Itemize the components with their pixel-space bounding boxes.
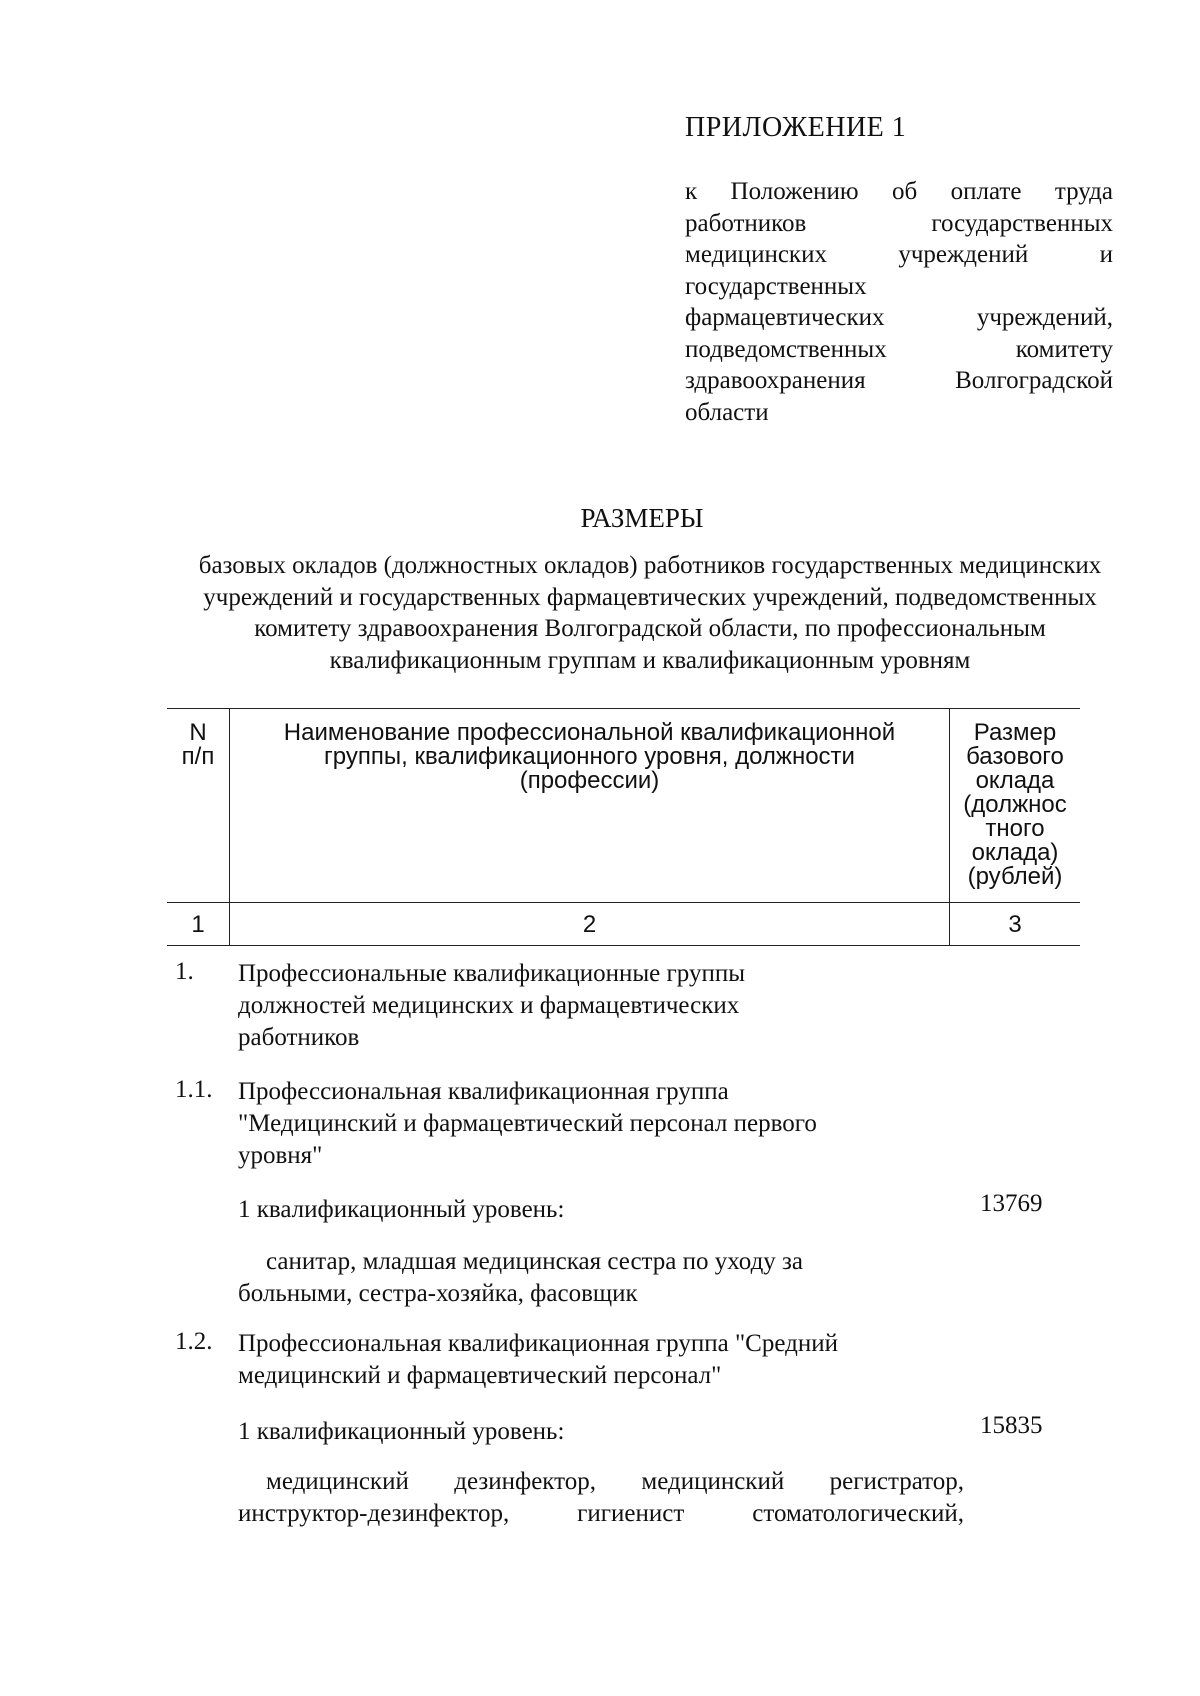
subtitle-line: комитету здравоохранения Волгоградской области, по профессиональным: [254, 615, 1046, 642]
positions-line: санитар, младшая медицинская сестра по уходу за: [266, 1248, 804, 1275]
appendix-ref-line: здравоохранения Волгоградской: [685, 367, 1113, 394]
positions-line: больными, сестра-хозяйка, фасовщик: [238, 1280, 638, 1307]
section-title: [238, 1076, 928, 1172]
header-line: N: [189, 719, 207, 746]
header-cell-name: [229, 709, 950, 902]
appendix-reference: [685, 176, 1113, 428]
document-subtitle: [150, 550, 1150, 676]
positions-line: инструктор-дезинфектор, гигиенист стоматологический,: [238, 1500, 964, 1527]
section-title-line: должностей медицинских и фармацевтических: [238, 992, 740, 1019]
section-title: [238, 958, 928, 1054]
section-number: 1.: [175, 958, 194, 985]
subtitle-line: квалификационным группам и квалификационным уровням: [329, 646, 971, 674]
positions-list: [238, 1466, 964, 1530]
table-header-row: [167, 708, 1080, 902]
appendix-ref-line: подведомственных комитету: [685, 335, 1113, 363]
appendix-ref-line: работников государственных: [685, 209, 1113, 237]
header-line: Размер: [973, 719, 1057, 746]
header-cell-salary: [950, 709, 1080, 902]
appendix-ref-line: государственных: [685, 272, 867, 300]
appendix-title: ПРИЛОЖЕНИЕ 1: [685, 112, 907, 143]
section-title-line: работников: [238, 1024, 360, 1051]
section-title-line: Профессиональная квалификационная группа: [238, 1078, 729, 1105]
appendix-ref-line: к Положению об оплате труда: [685, 178, 1113, 205]
header-line: (профессии): [519, 767, 660, 794]
column-number: 2: [229, 903, 950, 945]
salary-value: 13769: [980, 1190, 1043, 1217]
salary-table-header: [167, 708, 1080, 946]
appendix-ref-line: медицинских учреждений и: [685, 241, 1113, 268]
section-title: [238, 1328, 928, 1392]
section-title-line: Профессиональные квалификационные группы: [238, 960, 746, 987]
positions-line: медицинский дезинфектор, медицинский регистратор,: [266, 1468, 964, 1495]
section-title-line: медицинский и фармацевтический персонал": [238, 1362, 722, 1389]
column-number: 1: [191, 911, 205, 938]
qualification-level: 1 квалификационный уровень:: [238, 1196, 565, 1223]
document-title: РАЗМЕРЫ: [580, 503, 704, 533]
table-column-number-row: [167, 902, 1080, 946]
section-title-line: Профессиональная квалификационная группа "Средний: [238, 1330, 838, 1357]
section-title-line: уровня": [238, 1142, 323, 1169]
appendix-ref-line: фармацевтических учреждений,: [685, 304, 1113, 331]
header-line: оклада): [971, 839, 1059, 866]
qualification-level: 1 квалификационный уровень:: [238, 1418, 565, 1445]
appendix-ref-line: области: [685, 398, 769, 426]
section-number: 1.1.: [175, 1076, 213, 1103]
salary-value: 15835: [980, 1412, 1043, 1439]
header-line: оклада: [975, 767, 1055, 794]
positions-list: [238, 1246, 938, 1310]
subtitle-line: базовых окладов (должностных окладов) работников государственных медицинских: [198, 552, 1102, 579]
header-line: тного: [985, 815, 1045, 842]
header-line: базового: [966, 743, 1064, 770]
header-line: (должнос: [963, 791, 1067, 818]
column-number: 3: [1008, 911, 1022, 938]
header-line: (рублей): [967, 863, 1063, 890]
section-title-line: "Медицинский и фармацевтический персонал первого: [238, 1110, 817, 1137]
header-line: п/п: [181, 743, 215, 770]
section-number: 1.2.: [175, 1328, 213, 1355]
header-cell-number: [167, 709, 229, 902]
header-line: Наименование профессиональной квалификационной: [283, 719, 896, 746]
subtitle-line: учреждений и государственных фармацевтических учреждений, подведомственных: [203, 583, 1097, 611]
header-line: группы, квалификационного уровня, должности: [324, 743, 855, 770]
